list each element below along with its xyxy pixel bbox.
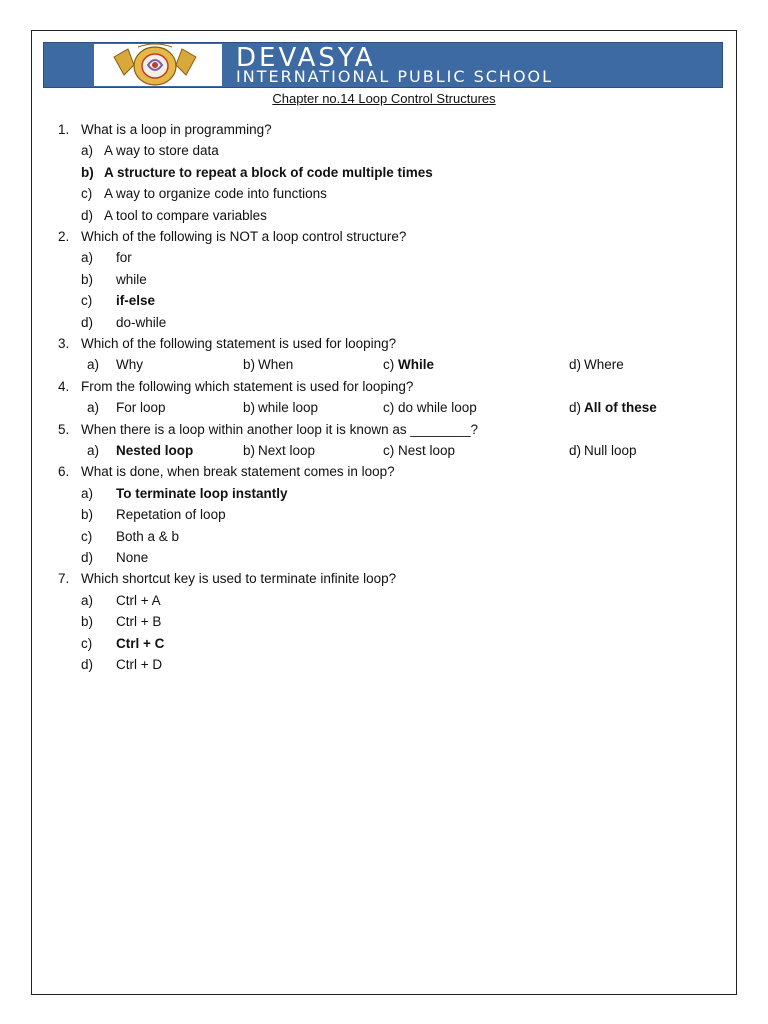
option-text: Ctrl + D bbox=[116, 657, 163, 672]
option-label: b) bbox=[81, 271, 94, 287]
option-label: a) bbox=[87, 400, 100, 416]
option-label: d) bbox=[81, 207, 94, 223]
option-text: Ctrl + A bbox=[116, 592, 161, 608]
question-text: What is done, when break statement comes in loop? bbox=[81, 464, 395, 480]
option-text: Ctrl + B bbox=[116, 614, 162, 630]
question-number: 5. bbox=[58, 421, 70, 437]
option-label: b) bbox=[81, 164, 94, 180]
option-text: All of these bbox=[584, 400, 657, 416]
option-text: For loop bbox=[116, 400, 166, 416]
option-label: a) bbox=[87, 443, 100, 458]
option-text: A tool to compare variables bbox=[104, 207, 267, 223]
question-text: What is a loop in programming? bbox=[81, 122, 272, 137]
option-label: c) bbox=[81, 293, 93, 309]
option-label: b) bbox=[81, 614, 94, 630]
option-text: Ctrl + C bbox=[116, 635, 165, 651]
question-number: 1. bbox=[58, 122, 70, 137]
option-text: if-else bbox=[116, 293, 156, 309]
option-text: A way to store data bbox=[104, 143, 219, 159]
question-text: Which shortcut key is used to terminate infinite loop? bbox=[81, 571, 397, 587]
option-label: c) bbox=[383, 357, 395, 373]
question-text: When there is a loop within another loop it is known as ________? bbox=[81, 421, 479, 437]
option-text: while bbox=[116, 271, 147, 287]
option-text: A structure to repeat a block of code multiple times bbox=[104, 164, 433, 180]
question-number: 3. bbox=[58, 336, 70, 351]
option-text: Why bbox=[116, 357, 143, 373]
option-text: A way to organize code into functions bbox=[104, 186, 327, 202]
option-label: d) bbox=[81, 550, 94, 565]
option-text: while loop bbox=[258, 400, 319, 416]
option-text: Nest loop bbox=[398, 443, 456, 458]
option-label: a) bbox=[81, 592, 94, 608]
option-text: do-while bbox=[116, 314, 167, 330]
option-label: a) bbox=[81, 250, 94, 266]
option-label: c) bbox=[383, 443, 395, 458]
option-text: do while loop bbox=[398, 400, 477, 416]
school-name: DEVASYA bbox=[236, 43, 376, 73]
option-text: Both a & b bbox=[116, 528, 180, 544]
option-text: Next loop bbox=[258, 443, 316, 458]
option-text: for bbox=[116, 250, 132, 266]
option-text: Nested loop bbox=[116, 443, 194, 458]
option-label: d) bbox=[81, 314, 94, 330]
school-crest-icon bbox=[110, 43, 200, 87]
option-label: c) bbox=[81, 635, 93, 651]
option-label: d) bbox=[569, 443, 582, 458]
question-text: Which of the following is NOT a loop control structure? bbox=[81, 229, 407, 244]
option-label: b) bbox=[243, 443, 256, 458]
option-text: To terminate loop instantly bbox=[116, 485, 288, 501]
option-label: b) bbox=[243, 357, 256, 373]
question-number: 4. bbox=[58, 378, 70, 394]
option-text: Where bbox=[584, 357, 624, 373]
option-label: a) bbox=[81, 143, 94, 159]
school-subtitle: INTERNATIONAL PUBLIC SCHOOL bbox=[236, 67, 554, 86]
school-banner bbox=[43, 42, 723, 88]
option-label: a) bbox=[81, 485, 94, 501]
option-label: c) bbox=[383, 400, 395, 416]
option-label: d) bbox=[569, 400, 582, 416]
question-number: 2. bbox=[58, 229, 70, 244]
question-number: 7. bbox=[58, 571, 70, 587]
option-label: c) bbox=[81, 528, 93, 544]
option-text: Null loop bbox=[584, 443, 637, 458]
option-label: d) bbox=[569, 357, 582, 373]
question-text: From the following which statement is used for looping? bbox=[81, 378, 414, 394]
option-label: d) bbox=[81, 657, 94, 672]
option-text: While bbox=[398, 357, 434, 373]
option-text: Repetation of loop bbox=[116, 507, 226, 523]
option-label: b) bbox=[81, 507, 94, 523]
question-number: 6. bbox=[58, 464, 70, 480]
option-text: None bbox=[116, 550, 149, 565]
option-label: a) bbox=[87, 357, 100, 373]
option-label: c) bbox=[81, 186, 93, 202]
chapter-title: Chapter no.14 Loop Control Structures bbox=[272, 91, 496, 106]
question-text: Which of the following statement is used for looping? bbox=[81, 336, 397, 351]
option-label: b) bbox=[243, 400, 256, 416]
option-text: When bbox=[258, 357, 294, 373]
